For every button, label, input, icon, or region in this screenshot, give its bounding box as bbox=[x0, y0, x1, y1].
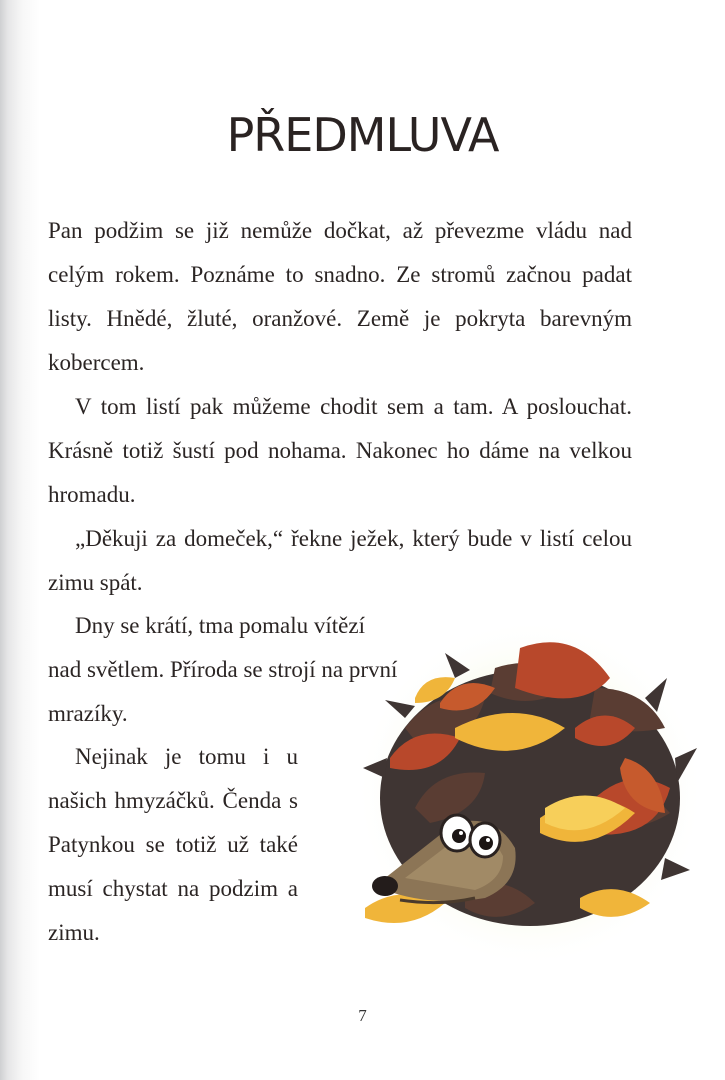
paragraph-4: Dny se krátí, tma pomalu vítězí nad světlem. Příroda se strojí na první mrazíky. bbox=[48, 613, 398, 726]
page-number: 7 bbox=[358, 1006, 367, 1025]
paragraph-5: Nejinak je tomu i u našich hmyzáčků. Čenda s Patynkou se totiž už také musí chystat na podzim a zimu. bbox=[48, 744, 298, 945]
page-title: PŘEDMLUVA bbox=[226, 108, 499, 162]
paragraph-2: V tom listí pak můžeme chodit sem a tam. A poslouchat. Krásně totiž šustí pod nohama. Nakonec ho dáme na velkou hromadu. bbox=[48, 394, 632, 507]
paragraph-3: „Děkuji za domeček,“ řekne ježek, který bude v listí celou zimu spát. bbox=[48, 526, 632, 595]
hedgehog-in-leaves-illustration bbox=[345, 608, 705, 968]
paragraph-1: Pan podžim se již nemůže dočkat, až převezme vládu nad celým rokem. Poznáme to snadno. Ze stromů začnou padat listy. Hnědé, žluté, oranžové. Země je pokryta barevným kobercem. bbox=[48, 218, 632, 375]
